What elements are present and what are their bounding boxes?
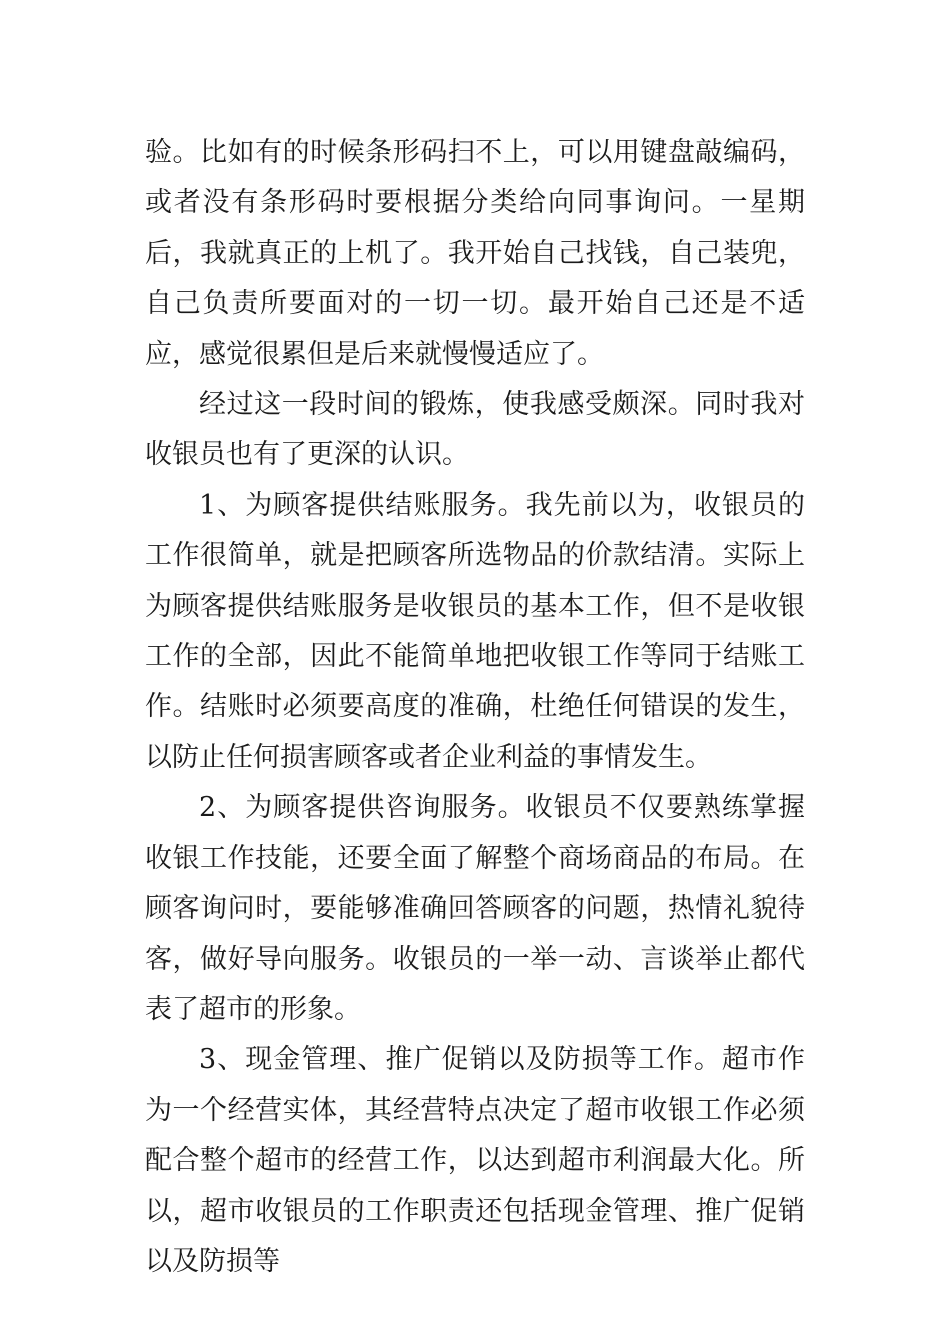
paragraph-1: 验。比如有的时候条形码扫不上，可以用键盘敲编码，或者没有条形码时要根据分类给向同事询问。一星期后，我就真正的上机了。我开始自己找钱，自己装兜，自己负责所要面对的一切一切。最开始自己还是不适应，感觉很累但是后来就慢慢适应了。: [145, 137, 805, 370]
paragraph-5: 3、现金管理、推广促销以及防损等工作。超市作为一个经营实体，其经营特点决定了超市收银工作必须配合整个超市的经营工作，以达到超市利润最大化。所以，超市收银员的工作职责还包括现金管理、推广促销以及防损等: [145, 1044, 805, 1277]
paragraph-4: 2、为顾客提供咨询服务。收银员不仅要熟练掌握收银工作技能，还要全面了解整个商场商品的布局。在顾客询问时，要能够准确回答顾客的问题，热情礼貌待客，做好导向服务。收银员的一举一动、言谈举止都代表了超市的形象。: [145, 792, 805, 1025]
paragraph-2: 经过这一段时间的锻炼，使我感受颇深。同时我对收银员也有了更深的认识。: [145, 389, 805, 471]
paragraph-3: 1、为顾客提供结账服务。我先前以为，收银员的工作很简单，就是把顾客所选物品的价款结清。实际上为顾客提供结账服务是收银员的基本工作，但不是收银工作的全部，因此不能简单地把收银工作等同于结账工作。结账时必须要高度的准确，杜绝任何错误的发生，以防止任何损害顾客或者企业利益的事情发生。: [145, 489, 805, 773]
document-body: [145, 128, 805, 1287]
